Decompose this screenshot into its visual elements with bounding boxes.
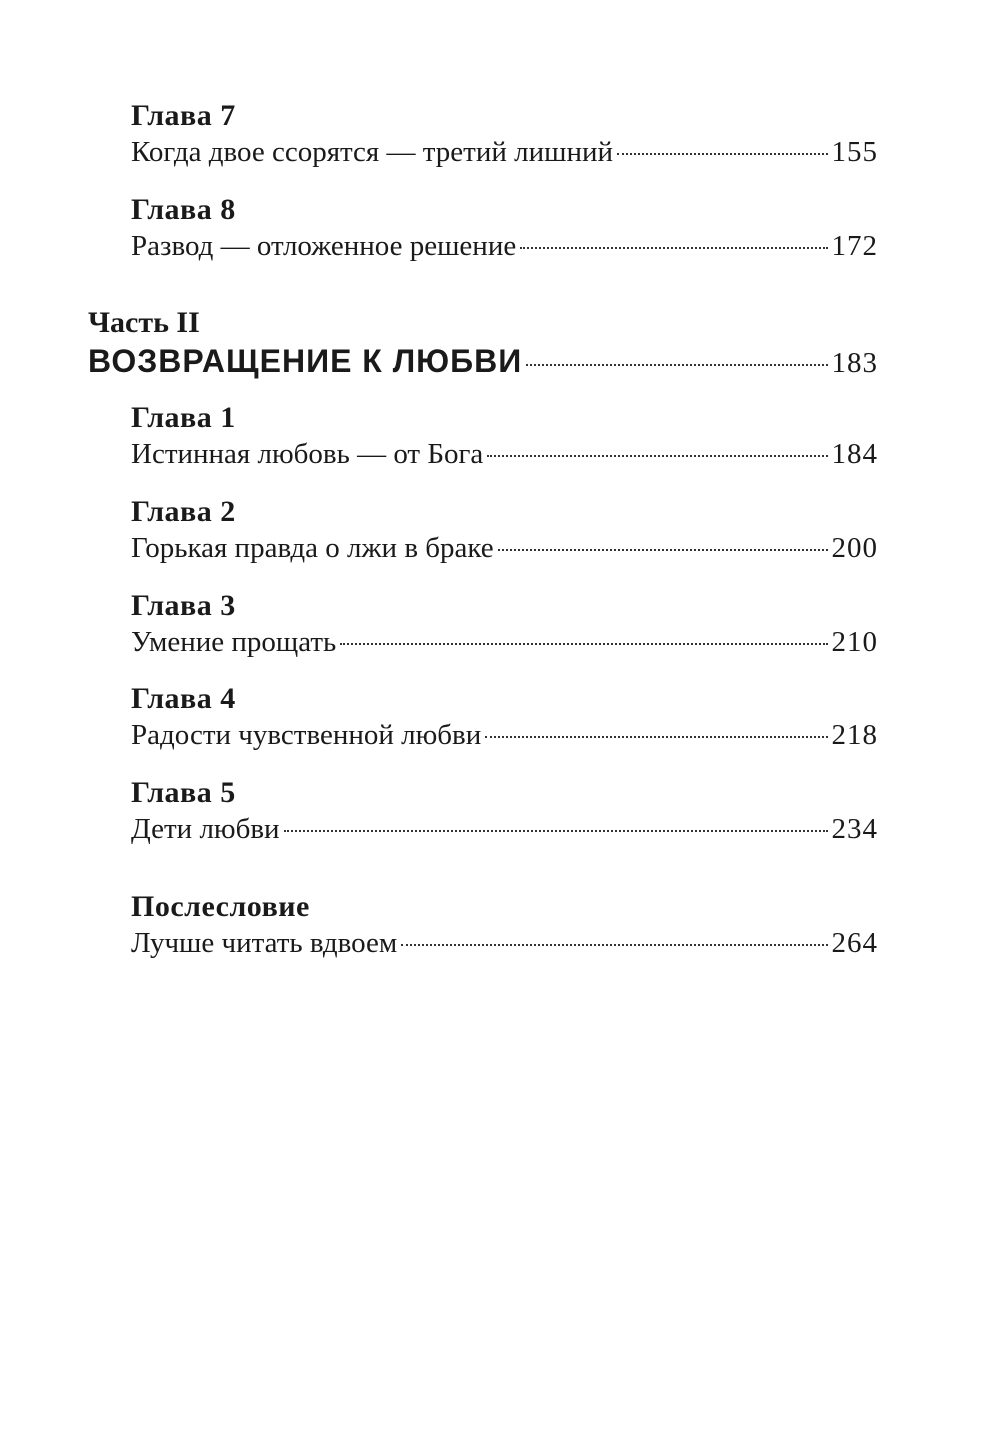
chapter-heading: Глава 3	[131, 589, 236, 622]
chapter-title: Горькая правда о лжи в браке	[131, 532, 494, 564]
page-number: 234	[831, 813, 878, 845]
toc-entry-chapter-5	[131, 775, 878, 847]
chapter-title: Истинная любовь — от Бога	[131, 438, 484, 470]
dot-leader	[487, 455, 827, 457]
toc-entry-afterword	[131, 889, 878, 961]
part-label: Часть II	[88, 306, 200, 339]
page-number: 172	[831, 230, 878, 262]
chapter-title: Дети любви	[131, 813, 280, 845]
toc-line[interactable]	[131, 530, 878, 566]
dot-leader	[485, 736, 827, 738]
dot-leader	[617, 153, 827, 155]
dot-leader	[340, 643, 827, 645]
page-number: 200	[831, 532, 878, 564]
chapter-heading: Глава 5	[131, 776, 236, 809]
toc-line[interactable]	[131, 717, 878, 753]
toc-line[interactable]	[131, 134, 878, 170]
dot-leader	[520, 247, 827, 249]
toc-entry-chapter-8	[131, 192, 878, 264]
chapter-heading: Глава 4	[131, 682, 236, 715]
chapter-heading: Глава 8	[131, 193, 236, 226]
page-number: 183	[831, 347, 878, 379]
chapter-heading: Глава 2	[131, 495, 236, 528]
toc-entry-chapter-7	[131, 98, 878, 170]
dot-leader	[498, 549, 828, 551]
toc-entry-chapter-3	[131, 588, 878, 660]
toc-line[interactable]	[131, 228, 878, 264]
afterword-title: Лучше читать вдвоем	[131, 927, 398, 959]
toc-line[interactable]	[131, 925, 878, 961]
toc-line[interactable]	[131, 624, 878, 660]
page-number: 264	[831, 927, 878, 959]
chapter-title: Развод — отложенное решение	[131, 230, 517, 262]
part-title: ВОЗВРАЩЕНИЕ К ЛЮБВИ	[88, 343, 523, 379]
part-title-line[interactable]	[88, 341, 878, 381]
toc-line[interactable]	[131, 436, 878, 472]
chapter-title: Когда двое ссорятся — третий лишний	[131, 136, 614, 168]
toc-line[interactable]	[131, 811, 878, 847]
chapter-title: Радости чувственной любви	[131, 719, 482, 751]
chapter-title: Умение прощать	[131, 626, 337, 658]
chapter-heading: Глава 1	[131, 401, 236, 434]
page-number: 218	[831, 719, 878, 751]
page-number: 210	[831, 626, 878, 658]
page-number: 184	[831, 438, 878, 470]
dot-leader	[401, 944, 827, 946]
afterword-heading: Послесловие	[131, 890, 310, 923]
page-number: 155	[831, 136, 878, 168]
dot-leader	[526, 364, 827, 366]
toc-part-2	[88, 305, 878, 381]
toc-entry-chapter-2	[131, 494, 878, 566]
toc-entry-chapter-1	[131, 400, 878, 472]
chapter-heading: Глава 7	[131, 99, 236, 132]
dot-leader	[284, 830, 828, 832]
toc-entry-chapter-4	[131, 681, 878, 753]
